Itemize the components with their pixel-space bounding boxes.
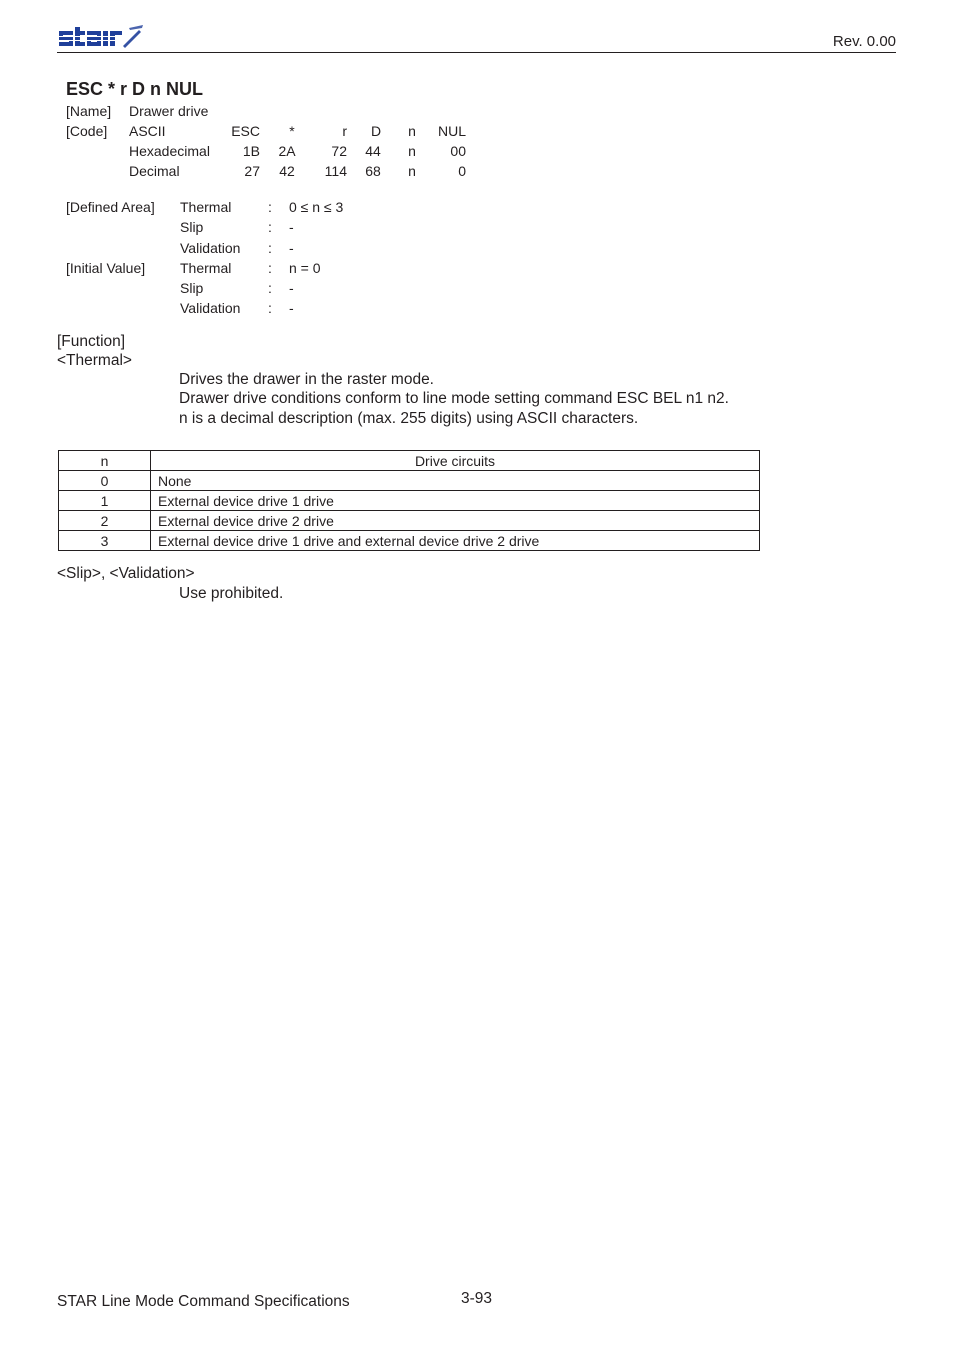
- thermal-section-label: <Thermal>: [57, 352, 132, 369]
- code-cell: 114: [324, 163, 347, 179]
- column-header-n: n: [59, 451, 151, 471]
- initial-value-label: [Initial Value]: [66, 260, 146, 276]
- initial-value-sep: :: [268, 280, 272, 296]
- table-cell-drive: External device drive 1 drive and external device drive 2 drive: [151, 531, 760, 551]
- code-row-label: Decimal: [129, 163, 180, 179]
- name-value: Drawer drive: [129, 103, 209, 119]
- code-cell: 0: [458, 163, 466, 179]
- command-title: ESC * r D n NUL: [66, 79, 204, 99]
- footer-document-title: STAR Line Mode Command Specifications: [57, 1293, 350, 1310]
- initial-value-mode: Validation: [180, 300, 241, 316]
- table-row: [59, 491, 760, 511]
- defined-area-mode: Thermal: [180, 199, 232, 215]
- code-cell: n: [408, 123, 416, 139]
- code-row-label: ASCII: [129, 123, 166, 139]
- drive-circuits-table: [58, 450, 760, 551]
- function-line: Drives the drawer in the raster mode.: [179, 371, 434, 388]
- defined-area-value: 0 ≤ n ≤ 3: [289, 199, 344, 215]
- initial-value-mode: Slip: [180, 280, 204, 296]
- table-cell-drive: None: [151, 471, 760, 491]
- function-label: [Function]: [57, 333, 126, 350]
- table-cell-drive: External device drive 2 drive: [151, 511, 760, 531]
- code-cell: NUL: [437, 123, 466, 139]
- page-number: 3-93: [461, 1290, 493, 1307]
- table-header-row: [59, 451, 760, 471]
- function-line: Drawer drive conditions conform to line mode setting command ESC BEL n1 n2.: [179, 390, 729, 407]
- code-cell: 2A: [278, 143, 296, 159]
- initial-value-mode: Thermal: [180, 260, 232, 276]
- code-cell: 44: [365, 143, 381, 159]
- code-label: [Code]: [66, 123, 108, 139]
- initial-value-sep: :: [268, 260, 272, 276]
- defined-area-sep: :: [268, 219, 272, 235]
- defined-area-mode: Validation: [180, 240, 241, 256]
- code-cell: D: [370, 123, 382, 139]
- defined-area-label: [Defined Area]: [66, 199, 155, 215]
- code-cell: *: [289, 123, 295, 139]
- defined-area-sep: :: [268, 199, 272, 215]
- initial-value-value: n = 0: [289, 260, 321, 276]
- code-cell: 42: [279, 163, 295, 179]
- code-cell: 1B: [242, 143, 260, 159]
- defined-area-sep: :: [268, 240, 272, 256]
- table-row: [59, 511, 760, 531]
- code-cell: 68: [365, 163, 381, 179]
- code-cell: n: [408, 163, 416, 179]
- code-cell: 00: [450, 143, 466, 159]
- header-divider: [57, 52, 896, 53]
- revision-label: Rev. 0.00: [832, 33, 896, 50]
- initial-value-sep: :: [268, 300, 272, 316]
- slip-validation-label: <Slip>, <Validation>: [57, 565, 195, 582]
- code-cell: r: [342, 123, 347, 139]
- column-header-drive-circuits: Drive circuits: [151, 451, 760, 471]
- initial-value-value: -: [289, 280, 294, 296]
- table-cell-n: 3: [59, 531, 151, 551]
- table-cell-n: 1: [59, 491, 151, 511]
- defined-area-value: -: [289, 219, 294, 235]
- star-logo: [57, 22, 153, 52]
- code-cell: ESC: [231, 123, 260, 139]
- initial-value-value: -: [289, 300, 294, 316]
- function-line: n is a decimal description (max. 255 digits) using ASCII characters.: [179, 410, 639, 427]
- slip-validation-text: Use prohibited.: [179, 585, 284, 602]
- table-row: [59, 471, 760, 491]
- table-cell-drive: External device drive 1 drive: [151, 491, 760, 511]
- defined-area-mode: Slip: [180, 219, 204, 235]
- defined-area-value: -: [289, 240, 294, 256]
- code-cell: 27: [244, 163, 260, 179]
- code-cell: 72: [331, 143, 347, 159]
- code-row-label: Hexadecimal: [129, 143, 210, 159]
- table-cell-n: 2: [59, 511, 151, 531]
- name-label: [Name]: [66, 103, 112, 119]
- table-row: [59, 531, 760, 551]
- table-cell-n: 0: [59, 471, 151, 491]
- code-cell: n: [408, 143, 416, 159]
